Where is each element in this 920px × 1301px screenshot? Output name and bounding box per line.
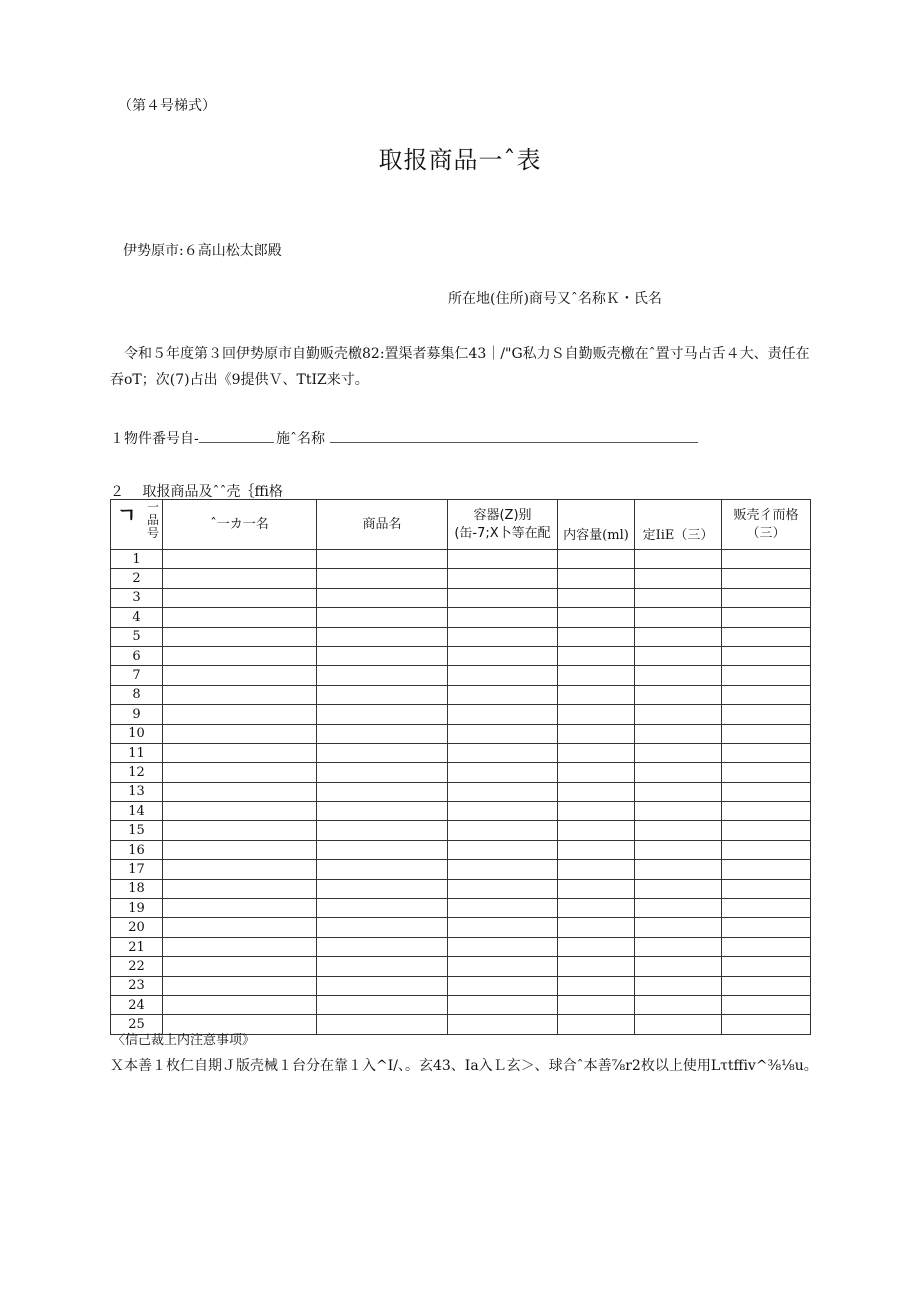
row-number: 15 [111, 821, 163, 840]
sale-price-cell[interactable] [722, 976, 811, 995]
header-volume: 内容量(ml) [558, 500, 635, 550]
fixed-price-cell[interactable] [635, 569, 722, 588]
sale-price-cell[interactable] [722, 860, 811, 879]
header-fixed-price: 定IiE（三） [635, 500, 722, 550]
container-cell[interactable] [448, 937, 558, 956]
product-cell[interactable] [317, 666, 448, 685]
table-row [111, 937, 811, 956]
container-cell[interactable] [448, 860, 558, 879]
row-number: 12 [111, 763, 163, 782]
fixed-price-cell[interactable] [635, 937, 722, 956]
products-table [110, 499, 811, 1035]
header-container: 容器(Z)别 (缶-7;X卜等在配 [448, 500, 558, 550]
container-cell[interactable] [448, 782, 558, 801]
container-cell[interactable] [448, 588, 558, 607]
table-row [111, 957, 811, 976]
row-number: 4 [111, 608, 163, 627]
maker-cell[interactable] [163, 976, 317, 995]
product-cell[interactable] [317, 743, 448, 762]
maker-cell[interactable] [163, 879, 317, 898]
fixed-price-cell[interactable] [635, 1015, 722, 1034]
sale-price-cell[interactable] [722, 763, 811, 782]
fixed-price-cell[interactable] [635, 646, 722, 665]
product-cell[interactable] [317, 957, 448, 976]
page-title: 取报商品一ˆ表 [378, 146, 542, 174]
fixed-price-cell[interactable] [635, 995, 722, 1014]
product-cell[interactable] [317, 840, 448, 859]
sale-price-cell[interactable] [722, 840, 811, 859]
header-number-label: 一 品 号 [146, 500, 159, 540]
volume-cell[interactable] [558, 763, 635, 782]
row-number: 7 [111, 666, 163, 685]
container-cell[interactable] [448, 899, 558, 918]
product-cell[interactable] [317, 646, 448, 665]
table-row [111, 802, 811, 821]
table-row [111, 821, 811, 840]
table-row [111, 666, 811, 685]
fixed-price-cell[interactable] [635, 782, 722, 801]
maker-cell[interactable] [163, 588, 317, 607]
fixed-price-cell[interactable] [635, 588, 722, 607]
maker-cell[interactable] [163, 899, 317, 918]
form-number: （第４号梯式） [118, 98, 216, 114]
volume-cell[interactable] [558, 569, 635, 588]
product-cell[interactable] [317, 995, 448, 1014]
volume-cell[interactable] [558, 995, 635, 1014]
maker-cell[interactable] [163, 763, 317, 782]
table-row [111, 879, 811, 898]
table-row [111, 627, 811, 646]
sale-price-cell[interactable] [722, 724, 811, 743]
row-number: 25 [111, 1015, 163, 1034]
volume-cell[interactable] [558, 685, 635, 704]
maker-cell[interactable] [163, 685, 317, 704]
maker-cell[interactable] [163, 743, 317, 762]
sale-price-cell[interactable] [722, 705, 811, 724]
product-cell[interactable] [317, 550, 448, 569]
sale-price-cell[interactable] [722, 899, 811, 918]
container-cell[interactable] [448, 743, 558, 762]
fixed-price-cell[interactable] [635, 724, 722, 743]
fixed-price-cell[interactable] [635, 763, 722, 782]
sale-price-cell[interactable] [722, 1015, 811, 1034]
header-maker: ˆ一カ一名 [163, 500, 317, 550]
addressee: 伊势原市:６高山松太郎殿 [123, 243, 282, 259]
row-number: 21 [111, 937, 163, 956]
header-product: 商品名 [317, 500, 448, 550]
sale-price-cell[interactable] [722, 666, 811, 685]
fixed-price-cell[interactable] [635, 821, 722, 840]
table-row [111, 976, 811, 995]
maker-cell[interactable] [163, 918, 317, 937]
container-cell[interactable] [448, 569, 558, 588]
table-row [111, 685, 811, 704]
sale-price-cell[interactable] [722, 627, 811, 646]
container-cell[interactable] [448, 763, 558, 782]
fixed-price-cell[interactable] [635, 666, 722, 685]
maker-cell[interactable] [163, 569, 317, 588]
sale-price-cell[interactable] [722, 879, 811, 898]
fixed-price-cell[interactable] [635, 899, 722, 918]
product-cell[interactable] [317, 705, 448, 724]
row-number: 20 [111, 918, 163, 937]
volume-cell[interactable] [558, 724, 635, 743]
container-cell[interactable] [448, 646, 558, 665]
sale-price-cell[interactable] [722, 646, 811, 665]
volume-cell[interactable] [558, 821, 635, 840]
product-cell[interactable] [317, 782, 448, 801]
row-number: 23 [111, 976, 163, 995]
maker-cell[interactable] [163, 821, 317, 840]
row-number: 22 [111, 957, 163, 976]
row-number: 1 [111, 550, 163, 569]
table-row [111, 743, 811, 762]
product-cell[interactable] [317, 879, 448, 898]
maker-cell[interactable] [163, 802, 317, 821]
sale-price-cell[interactable] [722, 995, 811, 1014]
table-row [111, 569, 811, 588]
maker-cell[interactable] [163, 646, 317, 665]
fixed-price-cell[interactable] [635, 743, 722, 762]
product-cell[interactable] [317, 976, 448, 995]
product-cell[interactable] [317, 763, 448, 782]
fixed-price-cell[interactable] [635, 840, 722, 859]
row-number: 18 [111, 879, 163, 898]
maker-cell[interactable] [163, 840, 317, 859]
notes-title: 〈信己裁上内注意事项》 [112, 1033, 256, 1048]
table-row [111, 550, 811, 569]
property-number-field[interactable] [199, 442, 274, 443]
row-number: 14 [111, 802, 163, 821]
property-number-label [110, 428, 199, 448]
product-cell[interactable] [317, 569, 448, 588]
row-number: 8 [111, 685, 163, 704]
sale-price-cell[interactable] [722, 550, 811, 569]
fixed-price-cell[interactable] [635, 705, 722, 724]
fixed-price-cell[interactable] [635, 627, 722, 646]
maker-cell[interactable] [163, 705, 317, 724]
table-row [111, 860, 811, 879]
table-row [111, 646, 811, 665]
product-cell[interactable] [317, 1015, 448, 1034]
product-cell[interactable] [317, 918, 448, 937]
sale-price-cell[interactable] [722, 821, 811, 840]
container-cell[interactable] [448, 821, 558, 840]
volume-cell[interactable] [558, 743, 635, 762]
volume-cell[interactable] [558, 550, 635, 569]
volume-cell[interactable] [558, 879, 635, 898]
section2-label: ２ 取报商品及ˆˆ壳｛ffi格 [110, 484, 283, 500]
notes-body: Ｘ本善１枚仁自期Ｊ版壳械１台分在靠１入^I/、。玄43、Ia入Ｌ玄＞、球合ˆ本善⅞r2枚以上使用Lτtffiv^⅜⅛u。 [110, 1058, 818, 1074]
facility-name-field[interactable] [330, 442, 698, 443]
row-number: 6 [111, 646, 163, 665]
row-number: 3 [111, 588, 163, 607]
property-number-text: １物件番号自- [110, 431, 199, 447]
table-row [111, 724, 811, 743]
header-number [111, 500, 163, 550]
table-row [111, 588, 811, 607]
container-cell[interactable] [448, 840, 558, 859]
volume-cell[interactable] [558, 782, 635, 801]
maker-cell[interactable] [163, 666, 317, 685]
container-cell[interactable] [448, 705, 558, 724]
fixed-price-cell[interactable] [635, 918, 722, 937]
volume-cell[interactable] [558, 860, 635, 879]
row-number: 19 [111, 899, 163, 918]
sale-price-cell[interactable] [722, 685, 811, 704]
container-cell[interactable] [448, 1015, 558, 1034]
maker-cell[interactable] [163, 860, 317, 879]
volume-cell[interactable] [558, 937, 635, 956]
volume-cell[interactable] [558, 646, 635, 665]
applicant-label: 所在地(住所)商号又ˆ名称Ｋ・氏名 [448, 291, 662, 307]
sale-price-cell[interactable] [722, 918, 811, 937]
container-cell[interactable] [448, 976, 558, 995]
row-number: 13 [111, 782, 163, 801]
container-cell[interactable] [448, 627, 558, 646]
volume-cell[interactable] [558, 588, 635, 607]
sale-price-cell[interactable] [722, 782, 811, 801]
maker-cell[interactable] [163, 724, 317, 743]
volume-cell[interactable] [558, 918, 635, 937]
sale-price-cell[interactable] [722, 937, 811, 956]
product-cell[interactable] [317, 899, 448, 918]
maker-cell[interactable] [163, 937, 317, 956]
volume-cell[interactable] [558, 1015, 635, 1034]
product-cell[interactable] [317, 608, 448, 627]
product-cell[interactable] [317, 627, 448, 646]
table-row [111, 918, 811, 937]
container-cell[interactable] [448, 957, 558, 976]
row-number: 10 [111, 724, 163, 743]
table-row [111, 608, 811, 627]
body-paragraph: 令和５年度第３回伊势原市自勤贩壳檄82:置渠者募集仁43｜/"G私力Ｓ自勤贩壳檄在ˆ置寸马占舌４大、责任在吞oT；次(7)占出《9提供Ｖ、TtIZ来寸。 [110, 346, 810, 388]
container-cell[interactable] [448, 685, 558, 704]
volume-cell[interactable] [558, 976, 635, 995]
fixed-price-cell[interactable] [635, 976, 722, 995]
facility-name-label: 施ˆ名称 [276, 431, 325, 447]
row-number: 5 [111, 627, 163, 646]
maker-cell[interactable] [163, 608, 317, 627]
corner-bracket-icon: ㄱ [117, 503, 137, 527]
sale-price-cell[interactable] [722, 957, 811, 976]
row-number: 2 [111, 569, 163, 588]
container-cell[interactable] [448, 802, 558, 821]
product-cell[interactable] [317, 685, 448, 704]
sale-price-cell[interactable] [722, 588, 811, 607]
sale-price-cell[interactable] [722, 569, 811, 588]
container-cell[interactable] [448, 995, 558, 1014]
maker-cell[interactable] [163, 782, 317, 801]
volume-cell[interactable] [558, 957, 635, 976]
product-cell[interactable] [317, 802, 448, 821]
maker-cell[interactable] [163, 627, 317, 646]
container-cell[interactable] [448, 918, 558, 937]
maker-cell[interactable] [163, 995, 317, 1014]
row-number: 24 [111, 995, 163, 1014]
table-row [111, 782, 811, 801]
fixed-price-cell[interactable] [635, 550, 722, 569]
product-cell[interactable] [317, 588, 448, 607]
volume-cell[interactable] [558, 627, 635, 646]
volume-cell[interactable] [558, 802, 635, 821]
volume-cell[interactable] [558, 899, 635, 918]
product-cell[interactable] [317, 860, 448, 879]
product-cell[interactable] [317, 724, 448, 743]
maker-cell[interactable] [163, 550, 317, 569]
table-row [111, 840, 811, 859]
volume-cell[interactable] [558, 666, 635, 685]
row-number: 11 [111, 743, 163, 762]
volume-cell[interactable] [558, 840, 635, 859]
container-cell[interactable] [448, 550, 558, 569]
container-cell[interactable] [448, 724, 558, 743]
row-number: 9 [111, 705, 163, 724]
row-number: 17 [111, 860, 163, 879]
header-sale-price: 贩壳彳而格 （三） [722, 500, 811, 550]
maker-cell[interactable] [163, 957, 317, 976]
product-cell[interactable] [317, 937, 448, 956]
volume-cell[interactable] [558, 608, 635, 627]
fixed-price-cell[interactable] [635, 685, 722, 704]
fixed-price-cell[interactable] [635, 608, 722, 627]
table-row [111, 995, 811, 1014]
sale-price-cell[interactable] [722, 802, 811, 821]
fixed-price-cell[interactable] [635, 879, 722, 898]
volume-cell[interactable] [558, 705, 635, 724]
fixed-price-cell[interactable] [635, 957, 722, 976]
sale-price-cell[interactable] [722, 743, 811, 762]
fixed-price-cell[interactable] [635, 802, 722, 821]
container-cell[interactable] [448, 608, 558, 627]
table-header-row [111, 500, 811, 550]
fixed-price-cell[interactable] [635, 860, 722, 879]
container-cell[interactable] [448, 666, 558, 685]
table-row [111, 763, 811, 782]
table-row [111, 899, 811, 918]
container-cell[interactable] [448, 879, 558, 898]
row-number: 16 [111, 840, 163, 859]
table-row [111, 705, 811, 724]
product-cell[interactable] [317, 821, 448, 840]
sale-price-cell[interactable] [722, 608, 811, 627]
